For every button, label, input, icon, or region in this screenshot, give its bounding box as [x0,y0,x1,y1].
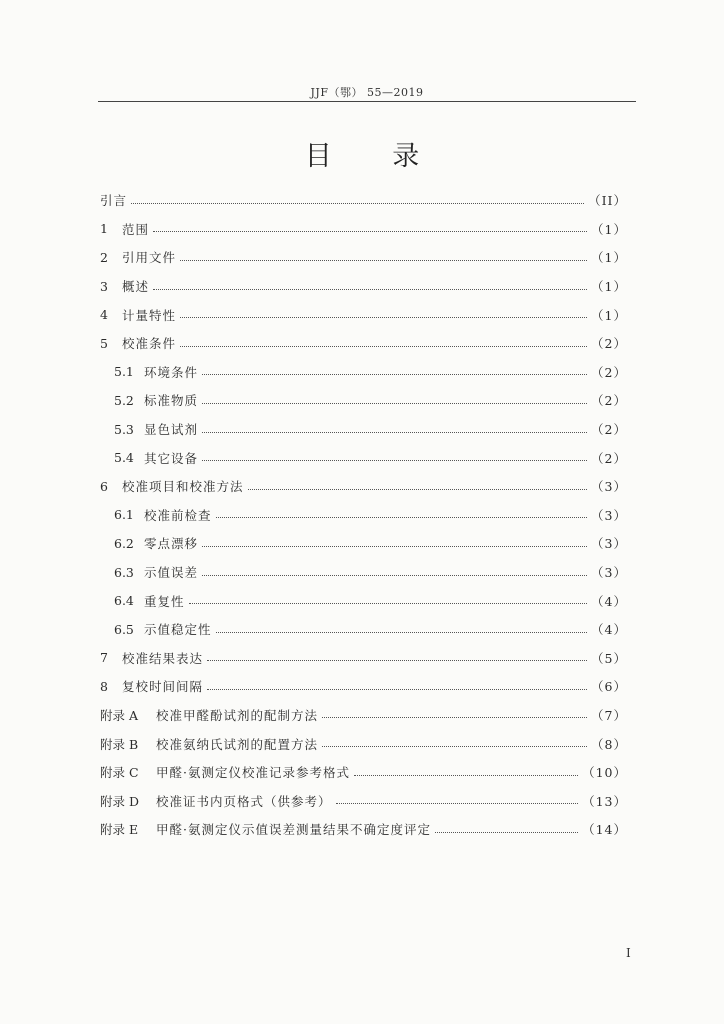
toc-entry-page: （1） [591,279,627,295]
toc-entry-page: （4） [591,622,627,638]
toc-entry-number: 7 [100,650,108,666]
toc-entry-page: （1） [591,221,627,237]
toc-entry[interactable] [100,786,627,815]
toc-entry[interactable] [100,815,627,844]
toc-entry-number: 5.1 [114,364,134,380]
dot-leader [153,281,587,290]
toc-entry-number: 6.2 [114,535,134,551]
toc-entry-label: 校准前检查 [144,507,212,523]
toc-entry-label: 范围 [122,221,150,237]
toc-entry[interactable] [100,272,627,301]
toc-entry-label: 概述 [122,279,150,295]
toc-entry-page: （3） [591,565,627,581]
dot-leader [322,738,587,747]
toc-entry[interactable] [100,472,627,501]
toc-entry-page: （II） [588,193,627,209]
toc-entry-number: 8 [100,678,108,694]
toc-entry-label: 示值误差 [144,565,199,581]
toc-entry-page: （3） [591,507,627,523]
toc-entry[interactable] [100,615,627,644]
toc-entry-label: 环境条件 [144,364,199,380]
toc-entry-page: （2） [591,364,627,380]
dot-leader [207,652,587,661]
toc-entry-number: 附录 A [100,707,139,723]
dot-leader [180,338,587,347]
toc-entry-label: 示值稳定性 [144,622,212,638]
toc-entry-page: （5） [591,650,627,666]
toc-entry[interactable] [100,586,627,615]
dot-leader [202,567,587,576]
toc-entry-page: （8） [591,736,627,752]
toc-entry-page: （2） [591,336,627,352]
dot-leader [216,509,588,518]
dot-leader [180,252,587,261]
toc-entry-page: （13） [582,793,627,809]
toc-entry[interactable] [100,415,627,444]
toc-entry-page: （1） [591,250,627,266]
table-of-contents [100,186,627,844]
dot-leader [248,481,588,490]
toc-entry-label: 其它设备 [144,450,199,466]
page-title: 目 录 [304,141,446,172]
toc-entry-label: 甲醛·氨测定仪示值误差测量结果不确定度评定 [156,822,431,838]
toc-entry-label: 计量特性 [122,307,177,323]
toc-entry[interactable] [100,243,627,272]
toc-entry-number: 5 [100,335,108,351]
toc-entry[interactable] [100,443,627,472]
toc-entry-label: 引用文件 [122,250,177,266]
toc-entry[interactable] [100,758,627,787]
toc-entry-number: 6.5 [114,621,134,637]
toc-entry-label: 校准项目和校准方法 [122,479,244,495]
toc-entry[interactable] [100,672,627,701]
toc-entry-label: 校准证书内页格式（供参考） [156,793,332,809]
toc-entry-label: 校准甲醛酚试剂的配制方法 [156,707,319,723]
toc-entry-page: （2） [591,422,627,438]
toc-entry-page: （1） [591,307,627,323]
toc-entry[interactable] [100,729,627,758]
dot-leader [202,366,587,375]
toc-entry[interactable] [100,329,627,358]
toc-entry-number: 1 [100,221,108,237]
toc-entry-label: 零点漂移 [144,536,199,552]
toc-entry-label: 甲醛·氨测定仪校准记录参考格式 [156,765,350,781]
toc-entry-number: 附录 B [100,736,139,752]
toc-entry-page: （7） [591,707,627,723]
toc-entry[interactable] [100,558,627,587]
toc-entry-page: （3） [591,536,627,552]
page-number: I [626,946,631,960]
dot-leader [354,767,578,776]
toc-entry[interactable] [100,358,627,387]
dot-leader [216,624,588,633]
toc-entry-number: 附录 C [100,765,139,781]
toc-entry-page: （4） [591,593,627,609]
toc-entry-page: （2） [591,450,627,466]
toc-entry-label: 校准结果表达 [122,650,204,666]
toc-entry-label: 校准条件 [122,336,177,352]
toc-entry-page: （14） [582,822,627,838]
dot-leader [202,452,587,461]
toc-entry-page: （10） [582,765,627,781]
toc-entry-page: （2） [591,393,627,409]
dot-leader [189,595,588,604]
toc-entry-label: 校准氨纳氏试剂的配置方法 [156,736,319,752]
toc-entry-number: 6.1 [114,507,134,523]
dot-leader [131,195,584,204]
header-rule [98,101,636,102]
toc-entry-label: 显色试剂 [144,422,199,438]
toc-entry-number: 3 [100,278,108,294]
dot-leader [180,309,587,318]
document-header-code: JJF（鄂） 55—2019 [310,86,424,99]
dot-leader [202,395,587,404]
dot-leader [336,795,579,804]
dot-leader [202,424,587,433]
toc-entry-page: （6） [591,679,627,695]
toc-entry-number: 6 [100,478,108,494]
toc-entry[interactable] [100,701,627,730]
toc-entry-number: 6.4 [114,593,134,609]
toc-entry[interactable] [100,215,627,244]
toc-entry[interactable] [100,300,627,329]
toc-entry-label: 重复性 [144,593,185,609]
toc-entry-number: 附录 D [100,793,139,809]
toc-entry[interactable] [100,186,627,215]
toc-entry-number: 5.4 [114,450,134,466]
toc-entry[interactable] [100,529,627,558]
toc-entry-number: 5.3 [114,421,134,437]
toc-entry-page: （3） [591,479,627,495]
toc-entry-label: 复校时间间隔 [122,679,204,695]
toc-entry-number: 6.3 [114,564,134,580]
toc-entry-label: 标准物质 [144,393,199,409]
dot-leader [153,223,587,232]
toc-entry-number: 5.2 [114,392,134,408]
toc-entry-number: 2 [100,249,108,265]
dot-leader [207,681,587,690]
dot-leader [435,824,578,833]
toc-entry[interactable] [100,501,627,530]
toc-entry[interactable] [100,644,627,673]
dot-leader [202,538,587,547]
toc-entry-number: 附录 E [100,822,139,838]
toc-entry-number: 4 [100,307,108,323]
toc-entry[interactable] [100,386,627,415]
toc-entry-label: 引言 [100,193,128,209]
dot-leader [322,709,587,718]
